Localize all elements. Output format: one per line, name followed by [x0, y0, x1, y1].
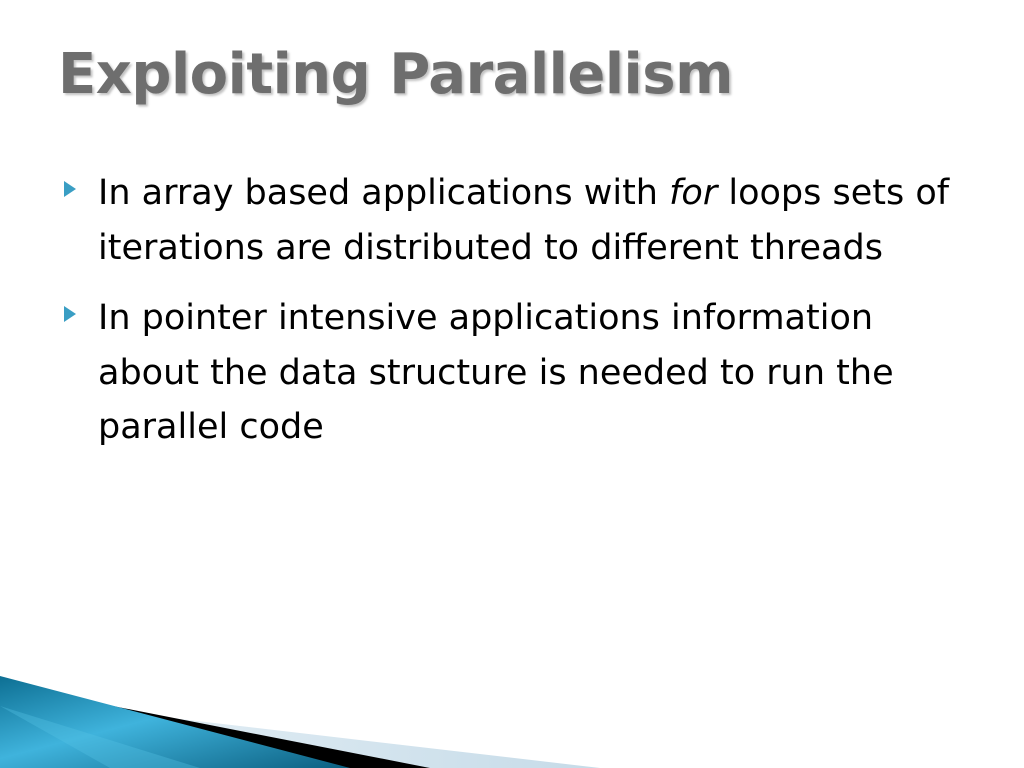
list-item-text	[98, 166, 972, 275]
list-item-text-emphasis: for	[669, 173, 718, 213]
list-item-text	[98, 291, 972, 455]
list-item	[62, 166, 972, 275]
list-item-text-lead: In pointer intensive applications information about the data structure is needed to run the parallel code	[98, 298, 894, 448]
page-title: Exploiting Parallelism	[58, 42, 733, 107]
triangle-right-icon	[62, 291, 98, 323]
list-item-text-lead: In array based applications with	[98, 173, 670, 213]
list-item-text-tail: loops sets of iterations are distributed to different threads	[98, 173, 950, 268]
corner-ribbon-decoration	[0, 628, 600, 768]
bullet-list	[62, 166, 972, 471]
triangle-right-icon	[62, 166, 98, 198]
list-item	[62, 291, 972, 455]
